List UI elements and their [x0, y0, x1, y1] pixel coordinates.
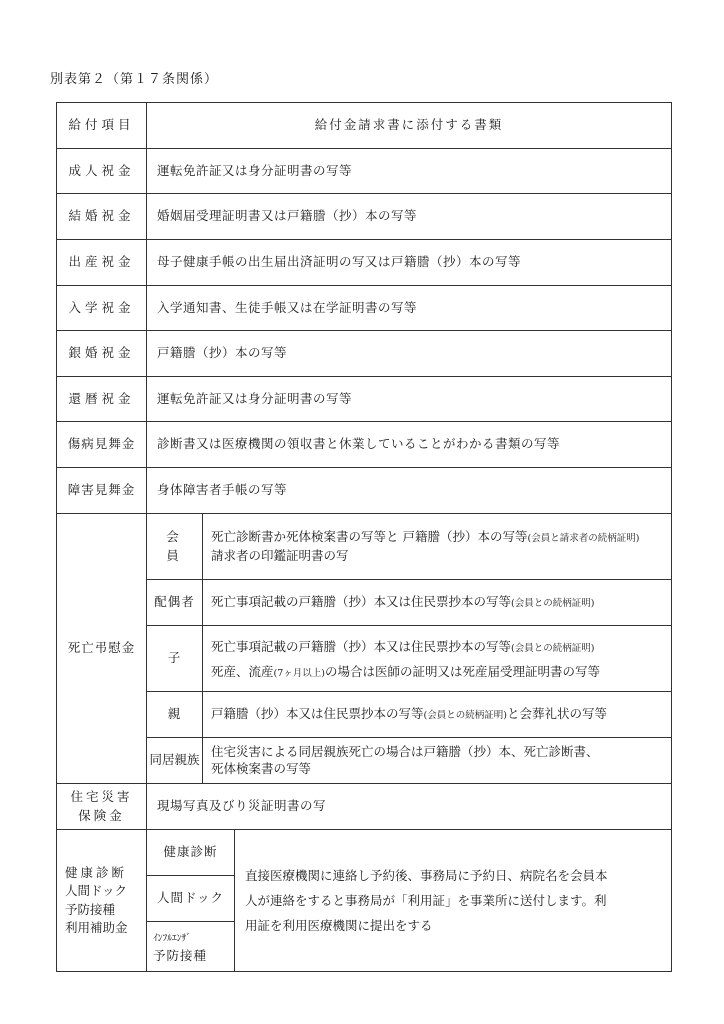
- required-document: 婚姻届受理証明書又は戸籍謄（抄）本の写等: [147, 194, 672, 240]
- item-line: 健康診断: [65, 865, 128, 881]
- document-title: 別表第２（第１７条関係）: [50, 72, 219, 87]
- required-document: [203, 738, 672, 784]
- required-document: 母子健康手帳の出生届出済証明の写又は戸籍謄（抄）本の写等: [147, 240, 672, 286]
- required-document: 身体障害者手帳の写等: [147, 468, 672, 514]
- doc-line: 請求者の印鑑証明書の写: [211, 547, 349, 563]
- table-row: [57, 240, 672, 286]
- benefit-item: 出産祝金: [57, 240, 147, 286]
- death-subrow-cohabiting-relative: [57, 738, 672, 784]
- benefit-item: 還暦祝金: [57, 377, 147, 422]
- sub-label-line: 予防接種: [153, 947, 208, 963]
- table-header-row: [57, 103, 672, 149]
- required-document: 戸籍謄（抄）本の写等: [147, 331, 672, 377]
- housing-disaster-row: [57, 784, 672, 830]
- death-subrow-child: [57, 626, 672, 692]
- item-line: 利用補助金: [65, 919, 128, 935]
- sub-label-cohabiting-relative: 同居親族: [147, 738, 203, 784]
- table-row: [57, 468, 672, 514]
- header-benefit-item: 給付項目: [57, 103, 147, 149]
- required-document: 運転免許証又は身分証明書の写等: [147, 149, 672, 194]
- death-subrow-member: [57, 514, 672, 580]
- doc-line: 直接医療機関に連絡し予約後、事務局に予約日、病院名を会員本: [245, 868, 608, 883]
- benefit-item-health: [57, 830, 147, 972]
- sub-label-vaccination: [147, 922, 235, 972]
- benefit-item: 傷病見舞金: [57, 422, 147, 468]
- required-document: 診断書又は医療機関の領収書と休業していることがわかる書類の写等: [147, 422, 672, 468]
- benefit-item-housing: [57, 784, 147, 830]
- sub-label-spouse: 配偶者: [147, 580, 203, 626]
- item-line: 住宅災害: [70, 789, 133, 805]
- required-document: 入学通知書、生徒手帳又は在学証明書の写等: [147, 286, 672, 331]
- table-row: [57, 149, 672, 194]
- sub-label-parent: 親: [147, 692, 203, 738]
- benefit-item: 障害見舞金: [57, 468, 147, 514]
- sub-label-line: ｲﾝﾌﾙｴﾝｻﾞ: [153, 933, 192, 945]
- doc-line: 用証を利用医療機関に提出をする: [245, 918, 433, 933]
- required-document: [203, 626, 672, 692]
- benefit-item: 成人祝金: [57, 149, 147, 194]
- benefit-item: 結婚祝金: [57, 194, 147, 240]
- benefit-item-death: 死亡弔慰金: [57, 514, 147, 784]
- sub-label-member: 会員: [147, 514, 203, 580]
- table-row: [57, 194, 672, 240]
- health-subrow-checkup: [57, 830, 672, 876]
- required-document: 死亡事項記載の戸籍謄（抄）本又は住民票抄本の写等(会員との続柄証明): [203, 580, 672, 626]
- table-row: [57, 377, 672, 422]
- table-row: [57, 331, 672, 377]
- doc-line: 住宅災害による同居親族死亡の場合は戸籍謄（抄）本、死亡診断書、: [211, 744, 599, 760]
- table-row: [57, 286, 672, 331]
- sub-label-human-dock: 人間ドック: [147, 876, 235, 922]
- benefit-documents-table: [56, 102, 672, 972]
- benefit-item: 銀婚祝金: [57, 331, 147, 377]
- doc-line: 死産、流産(7ヶ月以上)の場合は医師の証明又は死産届受理証明書の写等: [211, 663, 600, 679]
- required-document: 戸籍謄（抄）本又は住民票抄本の写等(会員との続柄証明)と会葬礼状の写等: [203, 692, 672, 738]
- header-attached-documents: 給付金請求書に添付する書類: [147, 103, 672, 149]
- death-subrow-spouse: [57, 580, 672, 626]
- required-document: [235, 830, 672, 972]
- doc-line: 人が連絡をすると事務局が「利用証」を事業所に送付します。利: [245, 893, 607, 908]
- sub-label-child: 子: [147, 626, 203, 692]
- required-document: 現場写真及びり災証明書の写: [147, 784, 672, 830]
- benefit-item: 入学祝金: [57, 286, 147, 331]
- death-subrow-parent: [57, 692, 672, 738]
- item-line: 予防接種: [65, 901, 116, 917]
- required-document: [203, 514, 672, 580]
- required-document: 運転免許証又は身分証明書の写等: [147, 377, 672, 422]
- item-line: 保険金: [78, 807, 125, 823]
- doc-line: 死亡事項記載の戸籍謄（抄）本又は住民票抄本の写等(会員との続柄証明): [211, 638, 595, 654]
- item-line: 人間ドック: [65, 883, 128, 899]
- table-row: [57, 422, 672, 468]
- doc-line: 死体検案書の写等: [211, 760, 312, 776]
- doc-line: 死亡診断書か死体検案書の写等と 戸籍謄（抄）本の写等(会員と請求者の続柄証明): [211, 529, 640, 545]
- sub-label-health-checkup: 健康診断: [147, 830, 235, 876]
